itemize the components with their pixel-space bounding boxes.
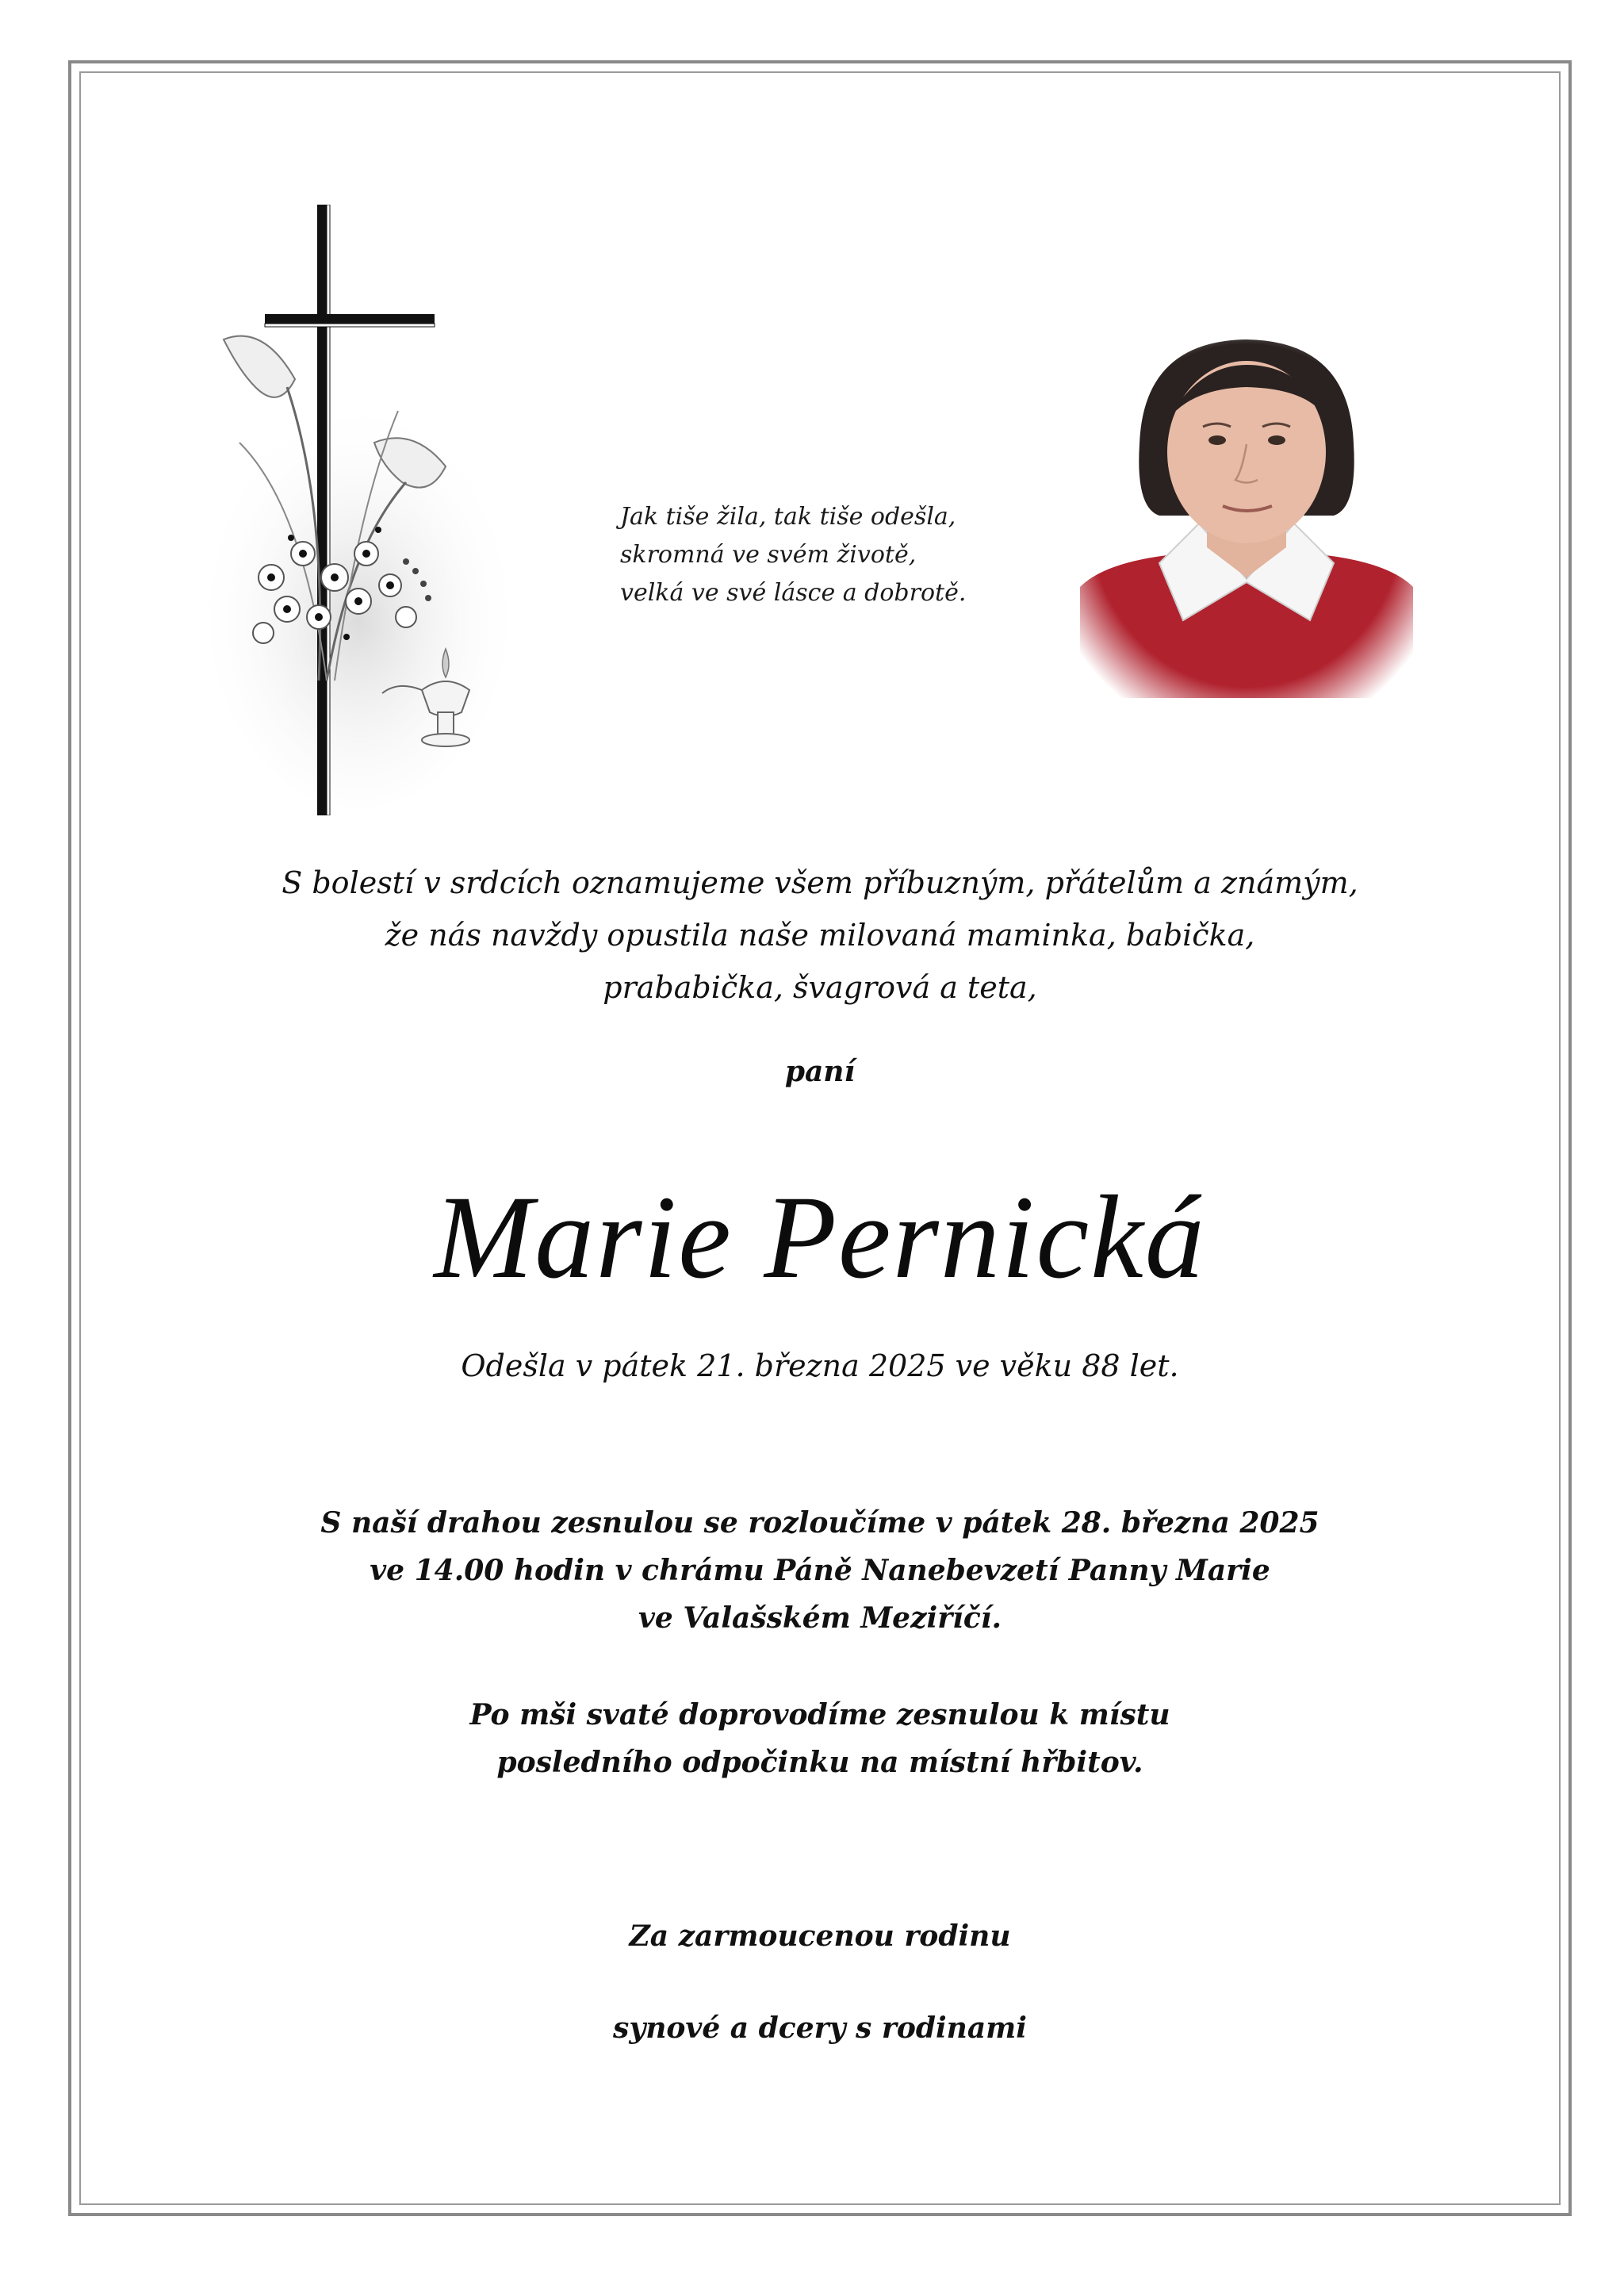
quote-line: Jak tiše žila, tak tiše odešla, xyxy=(620,503,956,531)
quote-line: skromná ve svém životě, xyxy=(620,541,917,569)
departed-date-line: Odešla v pátek 21. března 2025 ve věku 88 let. xyxy=(461,1348,1179,1383)
mass-line: Po mši svaté doprovodíme zesnulou k místu xyxy=(469,1698,1170,1732)
mass-info xyxy=(119,1691,1521,1786)
signature-line-2: synové a dcery s rodinami xyxy=(613,2011,1027,2045)
announcement-line: prababička, švagrová a teta, xyxy=(603,970,1037,1005)
cross-with-lilies-icon xyxy=(208,205,541,815)
ceremony-line: ve Valašském Meziříčí. xyxy=(638,1601,1002,1635)
memorial-quote xyxy=(620,498,1032,612)
announcement-line: že nás navždy opustila naše milovaná maminka, babička, xyxy=(385,918,1255,953)
announcement-line: S bolestí v srdcích oznamujeme všem příbuzným, přátelům a známým, xyxy=(282,865,1358,900)
honorific: paní xyxy=(784,1055,856,1088)
signature-line-1: Za zarmoucenou rodinu xyxy=(629,1919,1011,1953)
deceased-name: Marie Pernická xyxy=(434,1172,1206,1303)
ceremony-line: ve 14.00 hodin v chrámu Páně Nanebevzetí Panny Marie xyxy=(370,1554,1270,1587)
quote-line: velká ve své lásce a dobrotě. xyxy=(620,579,967,607)
mass-line: posledního odpočinku na místní hřbitov. xyxy=(496,1746,1143,1779)
portrait-photo xyxy=(1072,325,1421,706)
announcement-text xyxy=(119,857,1521,1014)
ceremony-info xyxy=(119,1499,1521,1642)
ceremony-line: S naší drahou zesnulou se rozloučíme v pátek 28. března 2025 xyxy=(320,1506,1320,1540)
